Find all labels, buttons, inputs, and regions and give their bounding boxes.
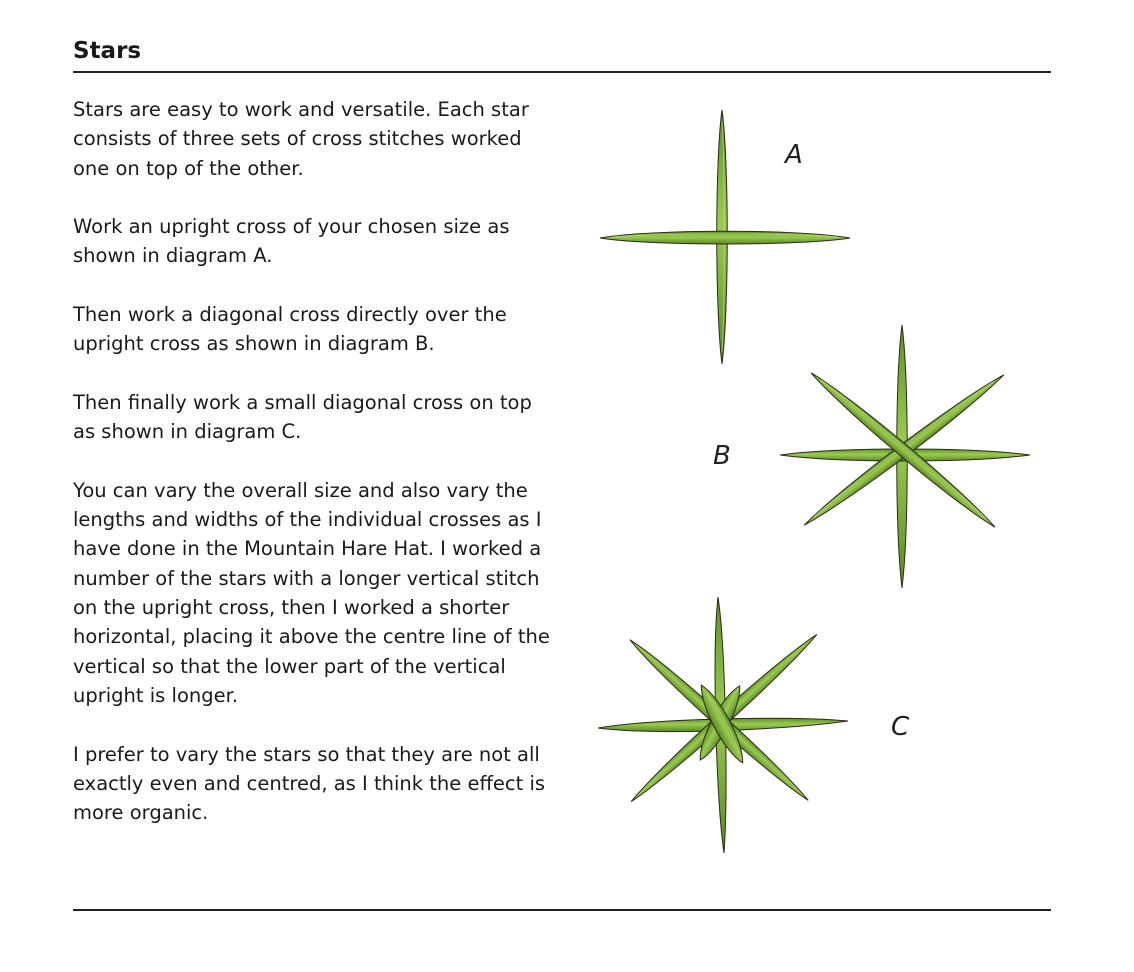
paragraph-intro: Stars are easy to work and versatile. Each star consists of three sets of cross stitches worked one on top of the other. — [73, 98, 529, 180]
diagram-b-label: B — [713, 441, 731, 471]
diagram-c-label: C — [891, 712, 910, 742]
paragraph-step-a: Work an upright cross of your chosen size as shown in diagram A. — [73, 215, 510, 268]
star-stitch-diagrams — [560, 90, 1080, 870]
diagram-c-star — [598, 597, 848, 853]
diagram-a-star — [600, 110, 850, 364]
bottom-divider — [73, 909, 1051, 911]
page-title: Stars — [73, 38, 142, 64]
paragraph-variation: You can vary the overall size and also vary the lengths and widths of the individual crosses as I have done in the Mountain Hare Hat. I worked a number of the stars with a longer vertical stitch on the upright cross, then I worked a shorter horizontal, placing it above the centre line of the vertical so that the lower part of the vertical upright is longer. — [73, 478, 550, 707]
diagram-a-label: A — [785, 140, 803, 170]
paragraph-preference: I prefer to vary the stars so that they are not all exactly even and centred, as I think the effect is more organic. — [73, 742, 546, 825]
diagram-a-horizontal-stitch — [600, 231, 850, 244]
instructions-text — [73, 95, 551, 857]
paragraph-step-b: Then work a diagonal cross directly over the upright cross as shown in diagram B. — [73, 303, 507, 356]
diagram-b-star — [780, 325, 1030, 588]
top-divider — [73, 71, 1051, 73]
paragraph-step-c: Then finally work a small diagonal cross on top as shown in diagram C. — [73, 390, 532, 444]
